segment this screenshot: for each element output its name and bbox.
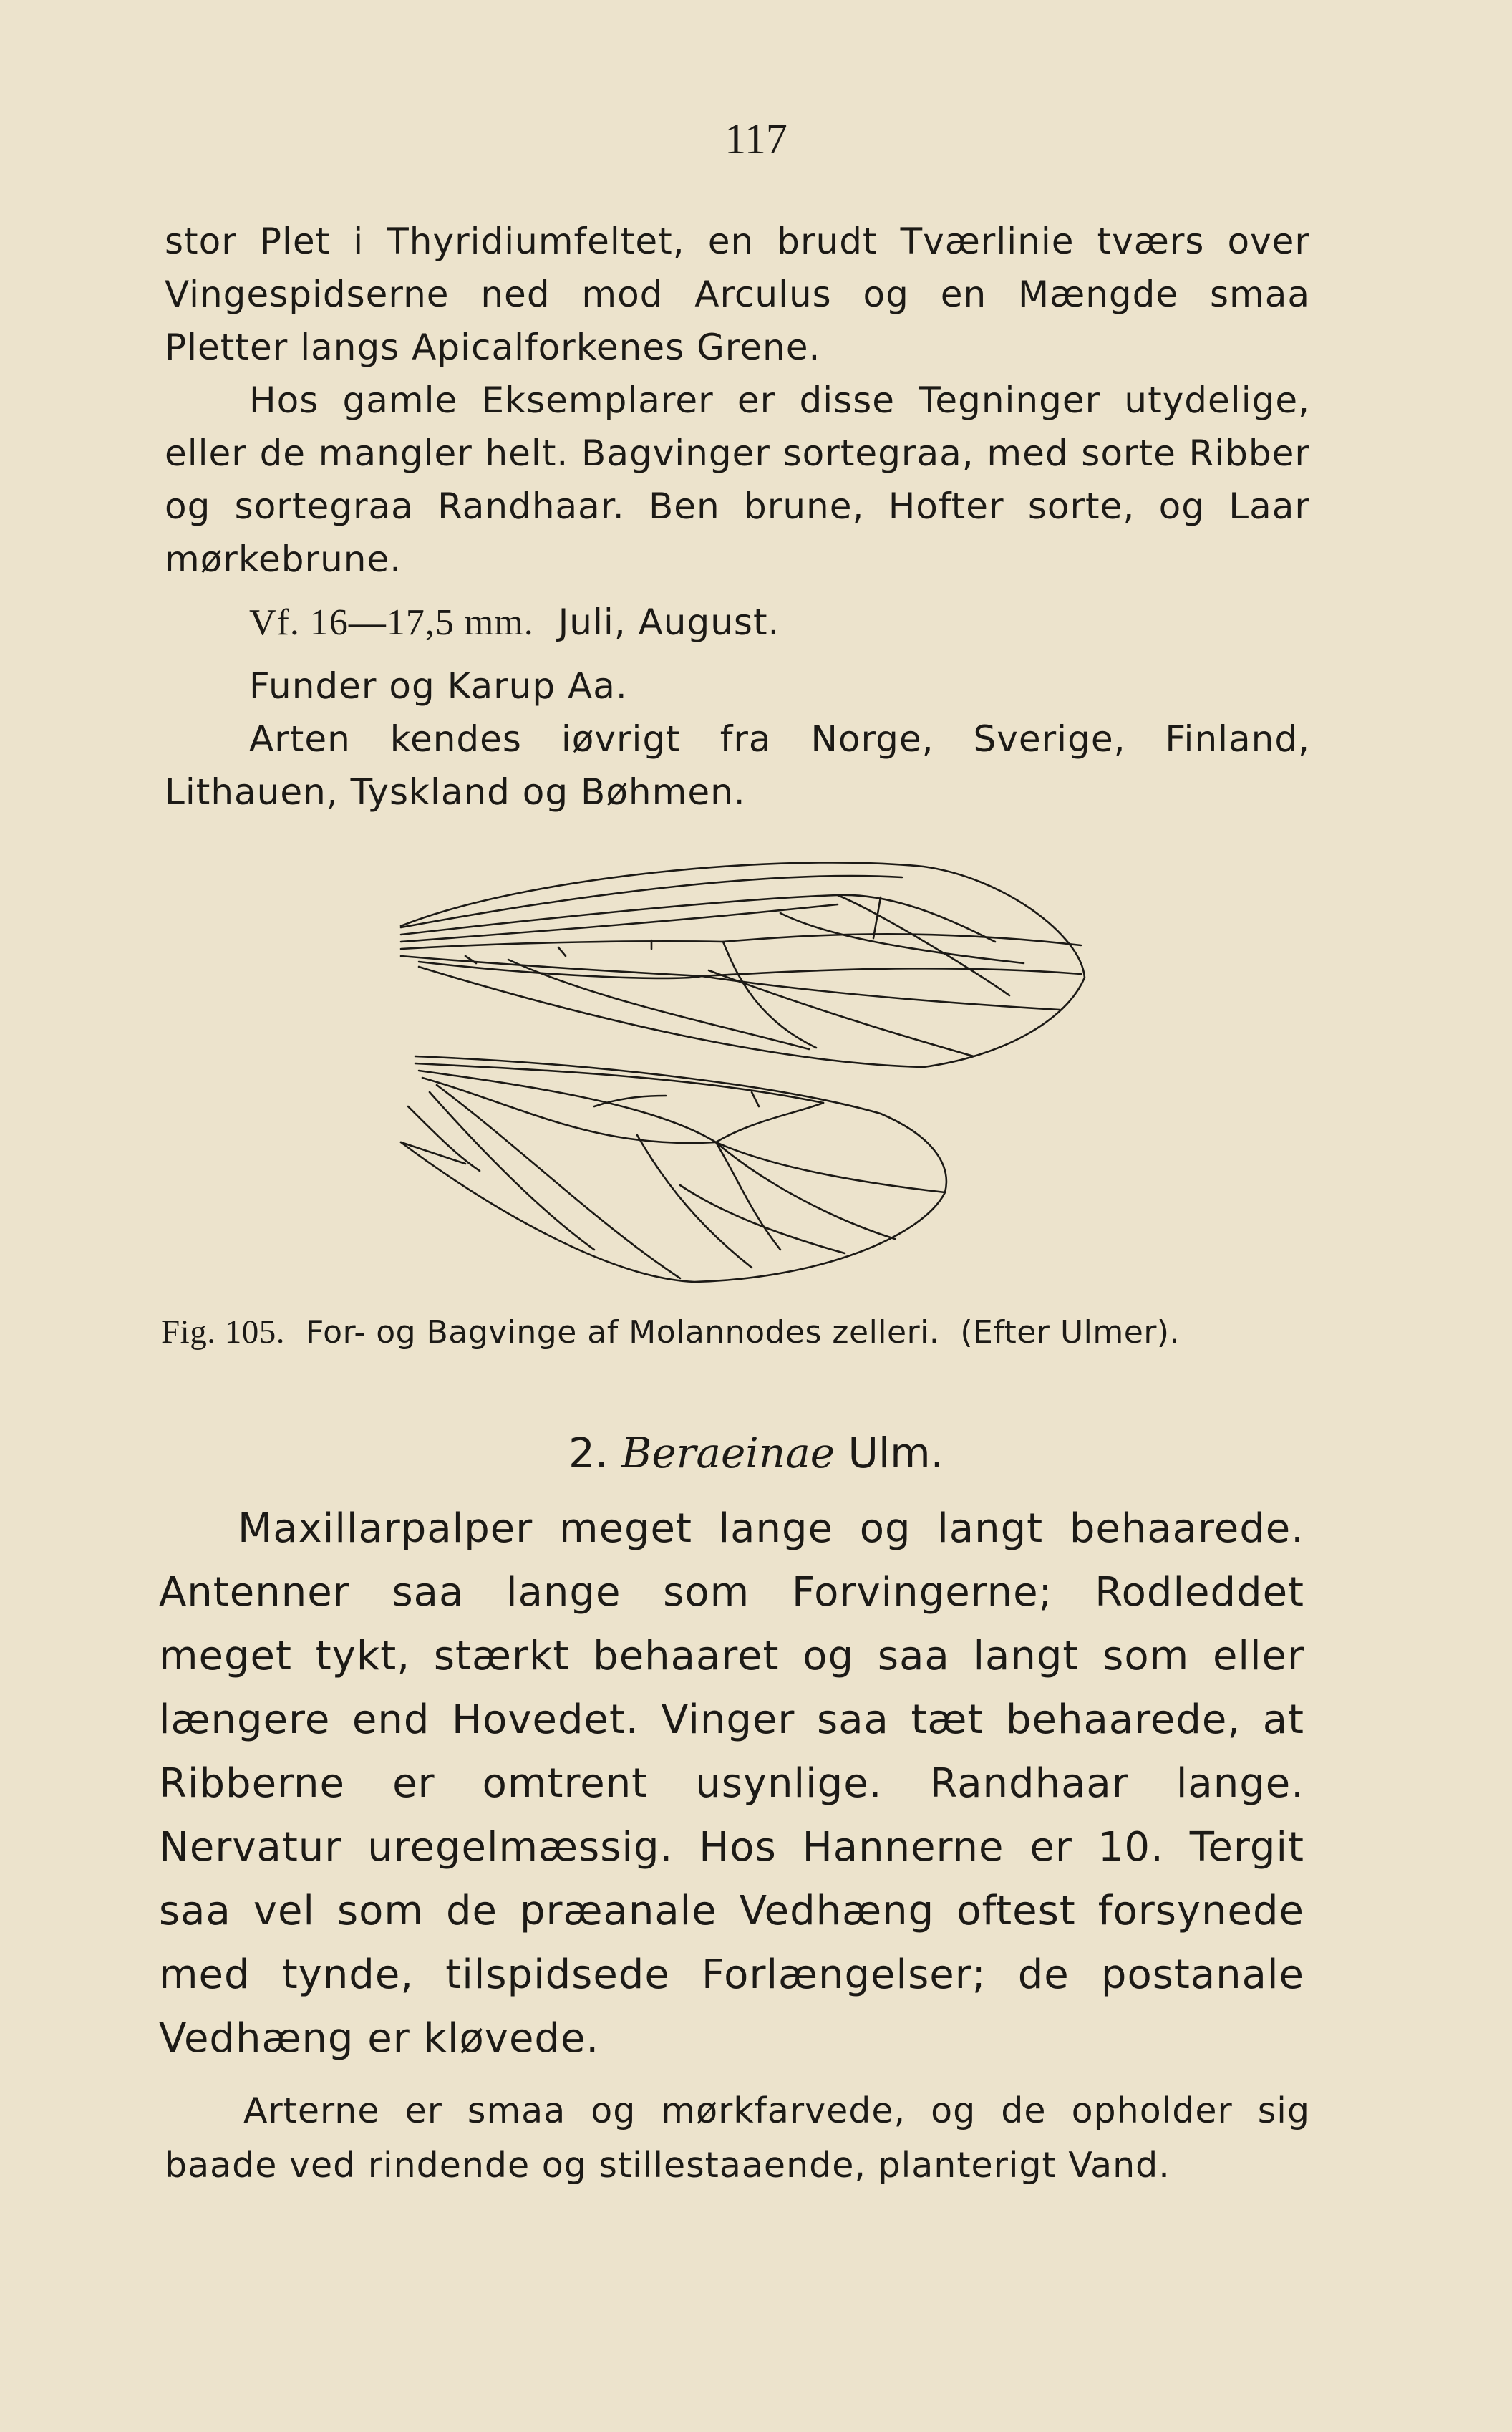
hindwing-outline (401, 1056, 946, 1282)
section-taxon: Beraeinae (621, 1429, 835, 1477)
paragraph-thyridium: stor Plet i Thyridiumfeltet, en brudt Tværlinie tværs over Vingespidserne ned mod Arculus og en Mængde smaa Pletter langs Apicalforkenes Grene. (165, 221, 1310, 368)
subfamily-description (159, 1497, 1304, 2070)
wing-figure (379, 849, 1095, 1293)
paragraph-localities: Funder og Karup Aa. (249, 665, 628, 707)
section-number: 2. (568, 1429, 609, 1477)
section-heading (0, 1429, 1512, 1477)
section-author: Ulm. (848, 1429, 944, 1477)
flight-period: Juli, August. (558, 602, 780, 643)
figure-caption (161, 1311, 1307, 1354)
continued-description (165, 215, 1310, 819)
paragraph-distribution: Arten kendes iøvrigt fra Norge, Sverige, Finland, Lithauen, Tyskland og Bøhmen. (165, 718, 1310, 813)
figure-source: (Efter Ulmer). (960, 1314, 1181, 1351)
habitat-note (165, 2084, 1310, 2193)
paragraph-habitat: Arterne er smaa og mørkfarvede, og de opholder sig baade ved rindende og stillestaaende, planterigt Vand. (165, 2090, 1310, 2186)
wing-length: Vf. 16—17,5 mm. (249, 602, 534, 643)
page-number: 117 (724, 115, 788, 163)
paragraph-old-specimens: Hos gamle Eksemplarer er disse Tegninger utydelige, eller de mangler helt. Bagvinger sortegraa, med sorte Ribber og sortegraa Randhaar. Ben brune, Hofter sorte, og Laar mørkebrune. (165, 380, 1310, 580)
paragraph-measurements (165, 596, 1310, 650)
figure-caption-text: For- og Bagvinge af Molannodes zelleri. (305, 1314, 940, 1351)
figure-number: Fig. 105. (161, 1313, 285, 1351)
paragraph-characters: Maxillarpalper meget lange og langt behaarede. Antenner saa lange som Forvingerne; Rodleddet meget tykt, stærkt behaaret og saa langt som eller længere end Hovedet. Vinger saa tæt behaarede, at Ribberne er omtrent usynlige. Randhaar lange. Nervatur uregelmæssig. Hos Hannerne er 10. Tergit saa vel som de præanale Vedhæng oftest forsynede med tynde, tilspidsede Forlængelser; de postanale Vedhæng er kløvede. (159, 1505, 1304, 2062)
wing-venation-drawing (379, 849, 1095, 1293)
